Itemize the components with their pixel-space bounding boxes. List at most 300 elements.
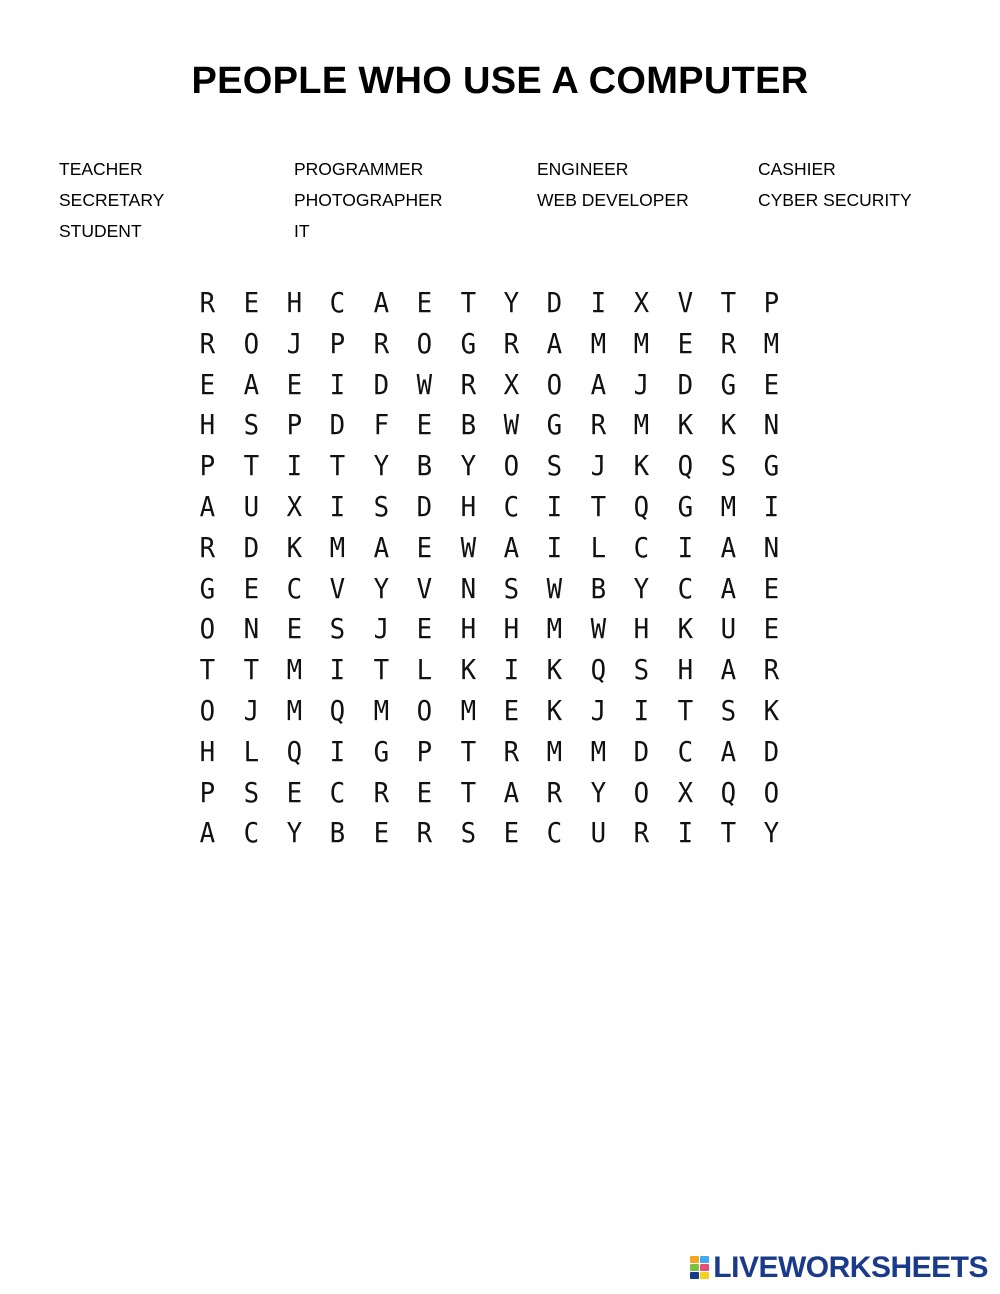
grid-letter[interactable]: [490, 773, 533, 814]
grid-letter[interactable]: [403, 487, 446, 528]
grid-letter[interactable]: [533, 569, 576, 610]
grid-letter[interactable]: [750, 691, 793, 732]
grid-letter[interactable]: [403, 650, 446, 691]
grid-letter[interactable]: [316, 732, 359, 773]
word-list-row: [59, 189, 959, 220]
grid-letter[interactable]: [446, 569, 489, 610]
grid-letter[interactable]: [750, 324, 793, 365]
grid-letter[interactable]: [273, 324, 316, 365]
grid-letter[interactable]: [663, 773, 706, 814]
grid-letter[interactable]: [273, 650, 316, 691]
grid-letter[interactable]: [273, 283, 316, 324]
grid-letter-text: A: [199, 816, 216, 850]
grid-letter-text: T: [720, 816, 737, 850]
grid-letter-text: M: [547, 734, 563, 768]
grid-letter[interactable]: [490, 732, 533, 773]
grid-letter-text: M: [547, 612, 563, 646]
grid-row: [186, 813, 800, 854]
grid-letter-text: P: [764, 286, 780, 319]
grid-letter[interactable]: [360, 405, 403, 446]
grid-letter-text: C: [243, 816, 259, 850]
grid-letter-text: M: [764, 326, 780, 360]
grid-letter[interactable]: [577, 732, 620, 773]
grid-letter[interactable]: [186, 773, 229, 814]
grid-letter[interactable]: [707, 528, 750, 569]
grid-letter[interactable]: [490, 813, 533, 854]
grid-letter[interactable]: [533, 324, 576, 365]
grid-letter[interactable]: [446, 446, 489, 487]
grid-letter[interactable]: [403, 365, 446, 406]
grid-letter[interactable]: [316, 813, 359, 854]
grid-letter[interactable]: [316, 283, 359, 324]
grid-letter[interactable]: [490, 650, 533, 691]
grid-letter[interactable]: [186, 813, 229, 854]
grid-letter-text: S: [330, 612, 346, 646]
grid-letter-text: H: [286, 286, 303, 319]
grid-letter[interactable]: [316, 487, 359, 528]
grid-letter-text: W: [590, 612, 606, 646]
grid-letter[interactable]: [446, 773, 489, 814]
grid-letter[interactable]: [446, 813, 489, 854]
grid-letter[interactable]: [229, 405, 272, 446]
grid-letter[interactable]: [273, 569, 316, 610]
grid-letter[interactable]: [490, 609, 533, 650]
grid-letter[interactable]: [490, 324, 533, 365]
grid-letter[interactable]: [360, 691, 403, 732]
grid-letter[interactable]: [577, 324, 620, 365]
grid-letter[interactable]: [620, 405, 663, 446]
grid-letter-text: T: [460, 775, 476, 809]
grid-letter[interactable]: [707, 813, 750, 854]
grid-letter[interactable]: [186, 405, 229, 446]
grid-letter-text: E: [199, 367, 216, 401]
grid-letter[interactable]: [750, 365, 793, 406]
grid-letter[interactable]: [707, 405, 750, 446]
grid-letter-text: Y: [373, 571, 390, 605]
grid-letter-text: O: [416, 326, 433, 360]
grid-letter-text: T: [590, 489, 606, 523]
grid-letter[interactable]: [577, 283, 620, 324]
word-item: TEACHER: [59, 159, 143, 179]
grid-letter[interactable]: [446, 365, 489, 406]
word-item: SECRETARY: [59, 190, 165, 210]
grid-letter[interactable]: [533, 405, 576, 446]
grid-letter[interactable]: [577, 650, 620, 691]
grid-letter[interactable]: [316, 324, 359, 365]
grid-letter-text: A: [503, 530, 520, 564]
grid-letter[interactable]: [229, 732, 272, 773]
grid-letter[interactable]: [360, 569, 403, 610]
grid-letter[interactable]: [229, 773, 272, 814]
grid-letter[interactable]: [316, 609, 359, 650]
grid-letter-text: M: [286, 693, 303, 727]
grid-letter-text: A: [720, 734, 737, 768]
grid-letter[interactable]: [620, 691, 663, 732]
grid-letter[interactable]: [707, 487, 750, 528]
grid-letter[interactable]: [707, 609, 750, 650]
grid-letter[interactable]: [273, 405, 316, 446]
grid-letter-text: S: [243, 408, 259, 442]
grid-letter[interactable]: [229, 324, 272, 365]
word-list-row: [59, 220, 959, 251]
grid-letter[interactable]: [446, 732, 489, 773]
grid-letter-text: O: [633, 775, 650, 809]
grid-letter[interactable]: [663, 569, 706, 610]
grid-letter[interactable]: [663, 446, 706, 487]
grid-letter[interactable]: [663, 405, 706, 446]
grid-letter-text: C: [677, 571, 693, 605]
grid-letter[interactable]: [750, 405, 793, 446]
grid-letter[interactable]: [186, 528, 229, 569]
grid-letter-text: R: [590, 408, 606, 442]
grid-row: [186, 569, 800, 610]
grid-letter-text: T: [677, 693, 693, 727]
grid-letter-text: I: [764, 489, 780, 523]
grid-letter-text: V: [416, 571, 433, 605]
grid-letter[interactable]: [403, 528, 446, 569]
grid-letter[interactable]: [360, 732, 403, 773]
page-title: PEOPLE WHO USE A COMPUTER: [191, 60, 809, 102]
grid-letter-text: V: [677, 286, 693, 319]
grid-letter-text: E: [764, 571, 780, 605]
grid-letter[interactable]: [707, 691, 750, 732]
grid-letter-text: O: [503, 449, 520, 483]
grid-letter-text: G: [764, 449, 780, 483]
grid-letter[interactable]: [186, 650, 229, 691]
grid-letter[interactable]: [577, 365, 620, 406]
grid-letter[interactable]: [403, 569, 446, 610]
grid-letter[interactable]: [533, 446, 576, 487]
grid-letter[interactable]: [316, 569, 359, 610]
grid-letter-text: Y: [590, 775, 606, 809]
grid-letter[interactable]: [620, 528, 663, 569]
grid-letter[interactable]: [229, 609, 272, 650]
grid-letter-text: H: [633, 612, 650, 646]
grid-letter[interactable]: [577, 813, 620, 854]
grid-letter[interactable]: [577, 528, 620, 569]
grid-letter[interactable]: [533, 813, 576, 854]
grid-letter[interactable]: [533, 773, 576, 814]
grid-letter[interactable]: [620, 324, 663, 365]
grid-letter[interactable]: [273, 732, 316, 773]
grid-letter-text: E: [416, 286, 433, 319]
grid-letter[interactable]: [229, 283, 272, 324]
grid-letter[interactable]: [186, 569, 229, 610]
grid-letter-text: E: [503, 693, 520, 727]
grid-letter[interactable]: [186, 324, 229, 365]
grid-letter[interactable]: [403, 283, 446, 324]
grid-letter[interactable]: [577, 569, 620, 610]
grid-letter[interactable]: [446, 324, 489, 365]
word-search-grid: [186, 283, 800, 854]
grid-letter[interactable]: [707, 773, 750, 814]
grid-letter-text: R: [503, 734, 520, 768]
grid-letter-text: Q: [633, 489, 650, 523]
grid-letter[interactable]: [360, 324, 403, 365]
grid-letter[interactable]: [663, 365, 706, 406]
grid-letter[interactable]: [663, 691, 706, 732]
grid-letter[interactable]: [316, 528, 359, 569]
grid-letter-text: A: [720, 571, 737, 605]
grid-letter[interactable]: [273, 487, 316, 528]
grid-letter[interactable]: [229, 446, 272, 487]
grid-letter[interactable]: [229, 691, 272, 732]
grid-letter-text: M: [286, 653, 303, 687]
grid-letter[interactable]: [316, 650, 359, 691]
grid-letter-text: H: [199, 734, 216, 768]
grid-letter[interactable]: [750, 732, 793, 773]
grid-letter[interactable]: [663, 650, 706, 691]
grid-letter[interactable]: [360, 609, 403, 650]
grid-letter-text: T: [460, 286, 476, 319]
grid-letter[interactable]: [750, 813, 793, 854]
grid-letter-text: T: [243, 653, 259, 687]
grid-letter-text: N: [764, 408, 780, 442]
grid-letter[interactable]: [533, 365, 576, 406]
grid-letter[interactable]: [403, 691, 446, 732]
grid-letter-text: K: [764, 693, 780, 727]
grid-letter[interactable]: [360, 528, 403, 569]
grid-letter[interactable]: [620, 813, 663, 854]
grid-letter[interactable]: [750, 569, 793, 610]
grid-letter[interactable]: [490, 528, 533, 569]
grid-letter[interactable]: [403, 732, 446, 773]
grid-letter[interactable]: [446, 528, 489, 569]
grid-letter[interactable]: [490, 569, 533, 610]
grid-letter[interactable]: [663, 609, 706, 650]
grid-letter[interactable]: [403, 773, 446, 814]
grid-letter-text: N: [243, 612, 259, 646]
grid-letter-text: I: [633, 693, 650, 727]
grid-letter-text: S: [720, 449, 737, 483]
grid-letter[interactable]: [186, 609, 229, 650]
grid-letter-text: S: [243, 775, 259, 809]
word-list-row: [59, 158, 959, 189]
grid-letter[interactable]: [707, 283, 750, 324]
grid-letter[interactable]: [273, 609, 316, 650]
grid-letter[interactable]: [620, 446, 663, 487]
grid-letter[interactable]: [273, 528, 316, 569]
grid-letter[interactable]: [577, 446, 620, 487]
grid-letter[interactable]: [663, 528, 706, 569]
grid-row: [186, 324, 800, 365]
grid-letter-text: V: [330, 571, 346, 605]
grid-letter[interactable]: [360, 773, 403, 814]
grid-letter[interactable]: [229, 569, 272, 610]
grid-letter-text: E: [416, 612, 433, 646]
grid-letter[interactable]: [316, 405, 359, 446]
grid-letter[interactable]: [750, 650, 793, 691]
grid-letter-text: L: [243, 734, 259, 768]
grid-letter[interactable]: [707, 365, 750, 406]
grid-letter-text: B: [460, 408, 476, 442]
grid-letter-text: J: [243, 693, 259, 727]
grid-letter[interactable]: [663, 283, 706, 324]
grid-letter[interactable]: [533, 691, 576, 732]
grid-letter-text: B: [416, 449, 433, 483]
grid-row: [186, 609, 800, 650]
grid-letter-text: O: [416, 693, 433, 727]
grid-letter-text: H: [460, 489, 476, 523]
grid-letter-text: I: [547, 530, 563, 564]
grid-letter[interactable]: [577, 773, 620, 814]
grid-letter[interactable]: [577, 487, 620, 528]
grid-letter[interactable]: [446, 283, 489, 324]
grid-letter[interactable]: [229, 813, 272, 854]
grid-letter-text: R: [199, 326, 216, 360]
grid-letter-text: Y: [460, 449, 476, 483]
grid-letter-text: A: [373, 286, 390, 319]
grid-letter[interactable]: [360, 487, 403, 528]
grid-row: [186, 365, 800, 406]
grid-letter[interactable]: [403, 813, 446, 854]
grid-letter[interactable]: [620, 569, 663, 610]
grid-letter-text: S: [547, 449, 563, 483]
grid-letter[interactable]: [577, 405, 620, 446]
grid-letter[interactable]: [229, 650, 272, 691]
grid-letter-text: R: [720, 326, 737, 360]
grid-letter[interactable]: [273, 365, 316, 406]
grid-letter-text: R: [416, 816, 433, 850]
grid-letter[interactable]: [403, 609, 446, 650]
grid-letter[interactable]: [186, 487, 229, 528]
grid-letter[interactable]: [316, 446, 359, 487]
grid-letter[interactable]: [663, 732, 706, 773]
grid-letter[interactable]: [533, 732, 576, 773]
word-item: STUDENT: [59, 221, 142, 241]
grid-letter[interactable]: [360, 650, 403, 691]
grid-letter-text: R: [199, 286, 216, 319]
word-item: WEB DEVELOPER: [537, 190, 689, 210]
grid-letter[interactable]: [273, 691, 316, 732]
grid-letter-text: R: [373, 775, 390, 809]
grid-letter[interactable]: [707, 732, 750, 773]
grid-letter[interactable]: [446, 609, 489, 650]
grid-letter[interactable]: [316, 773, 359, 814]
grid-letter[interactable]: [577, 609, 620, 650]
grid-letter-text: I: [590, 286, 606, 319]
grid-letter[interactable]: [446, 405, 489, 446]
grid-letter[interactable]: [533, 609, 576, 650]
grid-letter-text: E: [373, 816, 390, 850]
grid-letter[interactable]: [620, 487, 663, 528]
grid-letter-text: K: [460, 653, 476, 687]
grid-letter-text: M: [373, 693, 390, 727]
grid-letter[interactable]: [186, 691, 229, 732]
grid-letter[interactable]: [360, 813, 403, 854]
grid-letter[interactable]: [360, 446, 403, 487]
grid-letter[interactable]: [620, 773, 663, 814]
grid-letter[interactable]: [316, 365, 359, 406]
grid-letter[interactable]: [490, 405, 533, 446]
grid-letter-text: K: [286, 530, 303, 564]
grid-letter[interactable]: [446, 691, 489, 732]
grid-letter-text: W: [460, 530, 476, 564]
grid-letter[interactable]: [273, 773, 316, 814]
grid-letter[interactable]: [750, 487, 793, 528]
grid-letter[interactable]: [446, 487, 489, 528]
grid-letter-text: M: [633, 408, 650, 442]
grid-letter[interactable]: [186, 283, 229, 324]
grid-letter[interactable]: [620, 365, 663, 406]
grid-letter-text: M: [330, 530, 346, 564]
grid-letter-text: O: [243, 326, 259, 360]
grid-letter[interactable]: [403, 446, 446, 487]
grid-letter[interactable]: [490, 487, 533, 528]
grid-letter[interactable]: [403, 324, 446, 365]
grid-letter-text: A: [720, 530, 737, 564]
word-list: [59, 158, 959, 251]
grid-letter-text: W: [547, 571, 563, 605]
grid-letter[interactable]: [533, 650, 576, 691]
grid-letter-text: R: [460, 367, 476, 401]
grid-letter-text: K: [547, 693, 563, 727]
grid-letter[interactable]: [707, 650, 750, 691]
grid-letter[interactable]: [620, 609, 663, 650]
grid-letter[interactable]: [186, 446, 229, 487]
grid-letter[interactable]: [750, 528, 793, 569]
grid-letter[interactable]: [620, 283, 663, 324]
grid-letter[interactable]: [533, 487, 576, 528]
grid-letter-text: K: [677, 612, 693, 646]
grid-letter[interactable]: [229, 365, 272, 406]
grid-letter[interactable]: [490, 446, 533, 487]
grid-letter[interactable]: [707, 446, 750, 487]
grid-letter-text: X: [503, 367, 520, 401]
grid-letter-text: E: [286, 612, 303, 646]
grid-letter[interactable]: [360, 283, 403, 324]
grid-row: [186, 528, 800, 569]
grid-letter[interactable]: [577, 691, 620, 732]
grid-letter-text: F: [373, 408, 390, 442]
grid-letter[interactable]: [533, 528, 576, 569]
grid-letter[interactable]: [490, 365, 533, 406]
grid-letter[interactable]: [750, 283, 793, 324]
grid-letter[interactable]: [533, 283, 576, 324]
grid-letter[interactable]: [403, 405, 446, 446]
grid-letter[interactable]: [186, 732, 229, 773]
grid-letter-text: I: [330, 653, 346, 687]
grid-letter-text: L: [590, 530, 606, 564]
grid-letter[interactable]: [316, 691, 359, 732]
grid-letter-text: H: [460, 612, 476, 646]
grid-letter-text: C: [286, 571, 303, 605]
word-item: CYBER SECURITY: [758, 190, 912, 210]
grid-letter[interactable]: [620, 732, 663, 773]
grid-letter[interactable]: [490, 283, 533, 324]
grid-letter[interactable]: [707, 569, 750, 610]
grid-letter[interactable]: [750, 446, 793, 487]
grid-letter[interactable]: [490, 691, 533, 732]
grid-letter[interactable]: [186, 365, 229, 406]
grid-letter[interactable]: [750, 609, 793, 650]
grid-letter-text: C: [633, 530, 650, 564]
grid-letter-text: R: [764, 653, 780, 687]
grid-letter[interactable]: [620, 650, 663, 691]
grid-letter[interactable]: [360, 365, 403, 406]
grid-letter[interactable]: [750, 773, 793, 814]
grid-letter[interactable]: [663, 487, 706, 528]
grid-letter[interactable]: [229, 487, 272, 528]
grid-letter[interactable]: [273, 446, 316, 487]
grid-letter[interactable]: [663, 324, 706, 365]
grid-letter[interactable]: [663, 813, 706, 854]
grid-letter[interactable]: [446, 650, 489, 691]
grid-letter[interactable]: [707, 324, 750, 365]
grid-letter[interactable]: [273, 813, 316, 854]
grid-letter[interactable]: [229, 528, 272, 569]
grid-letter-text: C: [330, 775, 346, 809]
